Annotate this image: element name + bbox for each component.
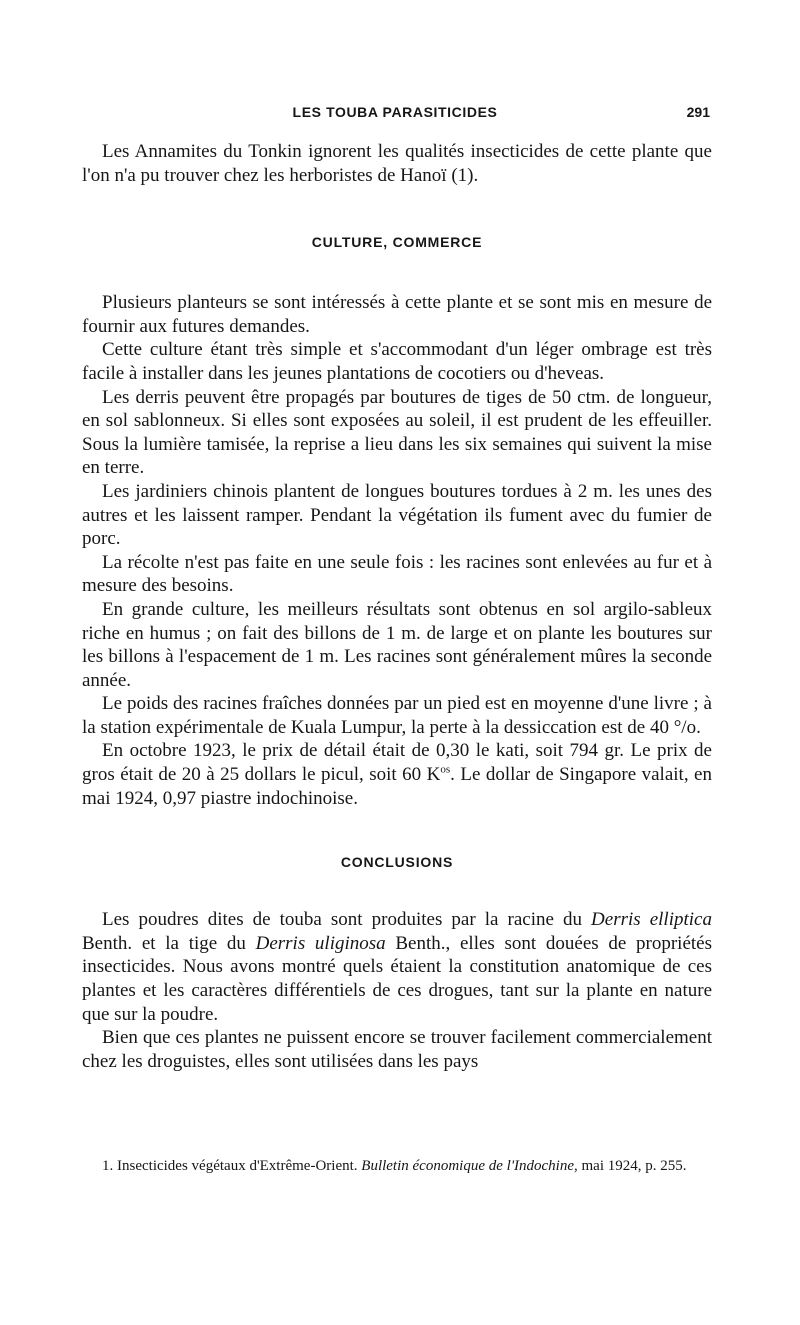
paragraph-recolte: La récolte n'est pas faite en une seule fois : les racines sont enlevées au fur et à mesure des besoins. bbox=[82, 551, 712, 597]
footnote-reference: (1) bbox=[451, 164, 474, 186]
species-derris-elliptica: Derris elliptica bbox=[591, 909, 712, 931]
prix-superscript: os bbox=[440, 763, 451, 776]
conclusion-text-2: Benth. et la tige du bbox=[82, 932, 256, 954]
footnote-marker: 1. bbox=[102, 1158, 114, 1174]
footnote-journal: Bulletin économique de l'Indochine bbox=[361, 1158, 575, 1174]
intro-end: . bbox=[473, 164, 479, 186]
footnote-text: Insecticides végétaux d'Extrême-Orient. bbox=[113, 1158, 362, 1174]
paragraph-prix bbox=[82, 739, 712, 810]
running-title: LES TOUBA PARASITICIDES bbox=[292, 104, 498, 120]
paragraph-poids: Le poids des racines fraîches données par un pied est en moyenne d'une livre ; à la station expérimentale de Kuala Lumpur, la perte à la dessiccation est de 40 °/o. bbox=[82, 693, 712, 738]
footnote-end: , mai 1924, p. 255. bbox=[574, 1158, 687, 1174]
intro-text: Les Annamites du Tonkin ignorent les qualités insecticides de cette plante que l'on n'a pu trouver chez les herboristes de Hanoï bbox=[82, 141, 712, 186]
page-number: 291 bbox=[686, 104, 710, 120]
paragraph-propagation: Les derris peuvent être propagés par boutures de tiges de 50 ctm. de longueur, en sol sablonneux. Si elles sont exposées au soleil, il est prudent de les effeuiller. Sous la lumière tamisée, la reprise a lieu dans les six semaines qui suivent la mise en terre. bbox=[82, 386, 712, 479]
species-derris-uliginosa: Derris uliginosa bbox=[255, 932, 386, 954]
conclusion-text-1: Les poudres dites de touba sont produites par la racine du bbox=[102, 909, 592, 931]
paragraph-grande-culture: En grande culture, les meilleurs résultats sont obtenus en sol argilo-sableux riche en humus ; on fait des billons de 1 m. de large et on plante les boutures sur les billons à l'espacement de 1 m. Les racines sont généralement mûres la seconde année. bbox=[82, 598, 712, 691]
conclusion-text-3: Benth., elles sont douées de propriétés insecticides. Nous avons montré quels étaient la constitution anatomique de ces plantes et les caractères différentiels de ces drogues, tant sur la plante en nature que sur la poudre. bbox=[82, 932, 712, 1025]
section-heading-conclusions: CONCLUSIONS bbox=[340, 854, 454, 871]
running-header bbox=[80, 104, 710, 128]
prix-text-2: . Le dollar de Singapore valait, en mai 1924, 0,97 piastre indochinoise. bbox=[82, 764, 712, 809]
prix-text-1: En octobre 1923, le prix de détail était de 0,30 le kati, soit 794 gr. Le prix de gros était de 20 à 25 dollars le picul, soit 60 K bbox=[82, 740, 712, 786]
paragraph-utilisation: Bien que ces plantes ne puissent encore se trouver facilement commercialement chez les droguistes, elles sont utilisées dans les pays bbox=[82, 1027, 712, 1072]
intro-paragraph bbox=[82, 140, 712, 187]
paragraph-culture: Cette culture étant très simple et s'accommodant d'un léger ombrage est très facile à installer dans les jeunes plantations de cocotiers ou d'heveas. bbox=[82, 339, 712, 384]
paragraph-planteurs: Plusieurs planteurs se sont intéressés à cette plante et se sont mis en mesure de fournir aux futures demandes. bbox=[82, 292, 712, 337]
paragraph-jardiniers: Les jardiniers chinois plantent de longues boutures tordues à 2 m. les unes des autres et les laissent ramper. Pendant la végétation ils fument avec du fumier de porc. bbox=[82, 480, 712, 550]
page-body bbox=[82, 140, 712, 1073]
section-heading-culture: CULTURE, COMMERCE bbox=[311, 234, 483, 251]
footnote bbox=[82, 1156, 712, 1176]
paragraph-conclusions bbox=[82, 908, 712, 1026]
